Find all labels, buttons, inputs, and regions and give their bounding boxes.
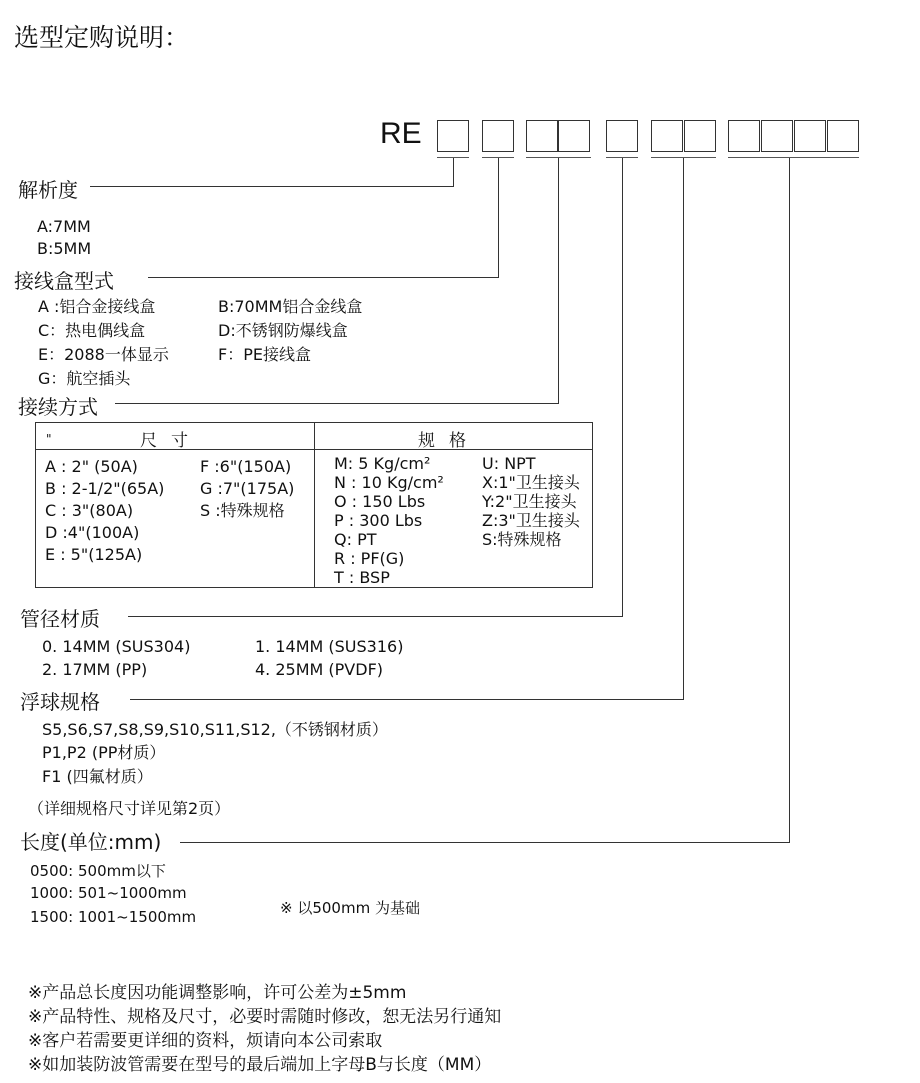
table-header-spec: 规格	[418, 431, 480, 451]
leader-horizontal	[115, 403, 559, 404]
model-prefix: RE	[380, 117, 422, 150]
spec-option: Y:2"卫生接头	[482, 492, 577, 511]
code-box-length-2	[761, 120, 793, 152]
spec-option: X:1"卫生接头	[482, 473, 580, 492]
float-spec-note: （详细规格尺寸详见第2页）	[28, 799, 231, 818]
code-box-junction	[482, 120, 514, 152]
leader-vertical	[558, 158, 559, 404]
leader-horizontal	[90, 186, 454, 187]
size-option: E : 5"(125A)	[45, 545, 143, 564]
spec-option: O : 150 Lbs	[334, 492, 426, 511]
size-option: S :特殊规格	[200, 501, 285, 520]
junction-box-item: G：航空插头	[38, 369, 131, 388]
leader-vertical	[498, 158, 499, 278]
code-box-length-4	[827, 120, 859, 152]
spec-option: M: 5 Kg/cm²	[334, 454, 431, 473]
footnote: ※如加装防波管需要在型号的最后端加上字母B与长度（MM）	[28, 1055, 492, 1075]
leader-horizontal	[180, 842, 790, 843]
resolution-item: A:7MM	[37, 217, 91, 236]
spec-option: N : 10 Kg/cm²	[334, 473, 444, 492]
footnote: ※产品特性、规格及尺寸，必要时需随时修改，恕无法另行通知	[28, 1007, 502, 1027]
junction-box-item: E：2088一体显示	[38, 345, 169, 364]
spec-option: S:特殊规格	[482, 530, 562, 549]
length-item: 1500: 1001~1500mm	[30, 908, 197, 926]
code-box-resolution	[437, 120, 469, 152]
table-corner-mark: "	[46, 432, 52, 446]
table-header-size: 尺寸	[140, 431, 202, 451]
table-column-divider	[314, 423, 315, 587]
length-heading: 长度(单位:mm)	[20, 830, 162, 854]
leader-vertical	[453, 158, 454, 187]
tube-material-heading: 管径材质	[20, 607, 100, 631]
leader-vertical	[789, 158, 790, 843]
leader-horizontal	[130, 699, 684, 700]
code-box-float-1	[651, 120, 683, 152]
code-box-length-3	[794, 120, 826, 152]
spec-option: T : BSP	[334, 568, 390, 587]
length-item: 0500: 500mm以下	[30, 862, 166, 880]
junction-box-item: F：PE接线盒	[218, 345, 311, 364]
leader-horizontal	[148, 277, 499, 278]
connection-heading: 接续方式	[18, 395, 98, 419]
connection-table	[35, 422, 593, 588]
size-option: G :7"(175A)	[200, 479, 295, 498]
float-spec-item: S5,S6,S7,S8,S9,S10,S11,S12,（不锈钢材质）	[42, 720, 388, 739]
spec-option: P : 300 Lbs	[334, 511, 423, 530]
tube-material-item: 0. 14MM (SUS304)	[42, 637, 191, 656]
leader-horizontal	[128, 616, 623, 617]
spec-option: Z:3"卫生接头	[482, 511, 580, 530]
code-box-tube	[606, 120, 638, 152]
length-item: 1000: 501~1000mm	[30, 884, 187, 902]
tube-material-item: 1. 14MM (SUS316)	[255, 637, 404, 656]
page-title: 选型定购说明：	[14, 23, 190, 52]
float-spec-item: F1 (四氟材质）	[42, 767, 153, 786]
junction-box-item: A :铝合金接线盒	[38, 297, 156, 316]
length-base-note: ※ 以500mm 为基础	[280, 899, 420, 917]
size-option: B : 2-1/2"(65A)	[45, 479, 165, 498]
code-box-connection-1	[526, 120, 558, 152]
size-option: D :4"(100A)	[45, 523, 140, 542]
code-box-float-2	[684, 120, 716, 152]
code-box-length-1	[728, 120, 760, 152]
tube-material-item: 2. 17MM (PP)	[42, 660, 148, 679]
size-option: F :6"(150A)	[200, 457, 292, 476]
float-spec-item: P1,P2 (PP材质）	[42, 743, 166, 762]
leader-vertical	[683, 158, 684, 700]
spec-option: R : PF(G)	[334, 549, 405, 568]
junction-box-item: C：热电偶线盒	[38, 321, 146, 340]
float-spec-heading: 浮球规格	[20, 690, 100, 714]
spec-option: U: NPT	[482, 454, 536, 473]
leader-vertical	[622, 158, 623, 617]
spec-option: Q: PT	[334, 530, 377, 549]
junction-box-item: D:不锈钢防爆线盒	[218, 321, 348, 340]
junction-box-item: B:70MM铝合金线盒	[218, 297, 363, 316]
size-option: C : 3"(80A)	[45, 501, 134, 520]
size-option: A : 2" (50A)	[45, 457, 138, 476]
resolution-heading: 解析度	[18, 178, 78, 202]
code-underline	[728, 157, 859, 158]
tube-material-item: 4. 25MM (PVDF)	[255, 660, 384, 679]
junction-box-heading: 接线盒型式	[14, 269, 114, 293]
resolution-item: B:5MM	[37, 239, 92, 258]
code-box-connection-2	[558, 120, 590, 152]
footnote: ※客户若需要更详细的资料，烦请向本公司索取	[28, 1031, 383, 1051]
footnote: ※产品总长度因功能调整影响，许可公差为±5mm	[28, 983, 407, 1003]
